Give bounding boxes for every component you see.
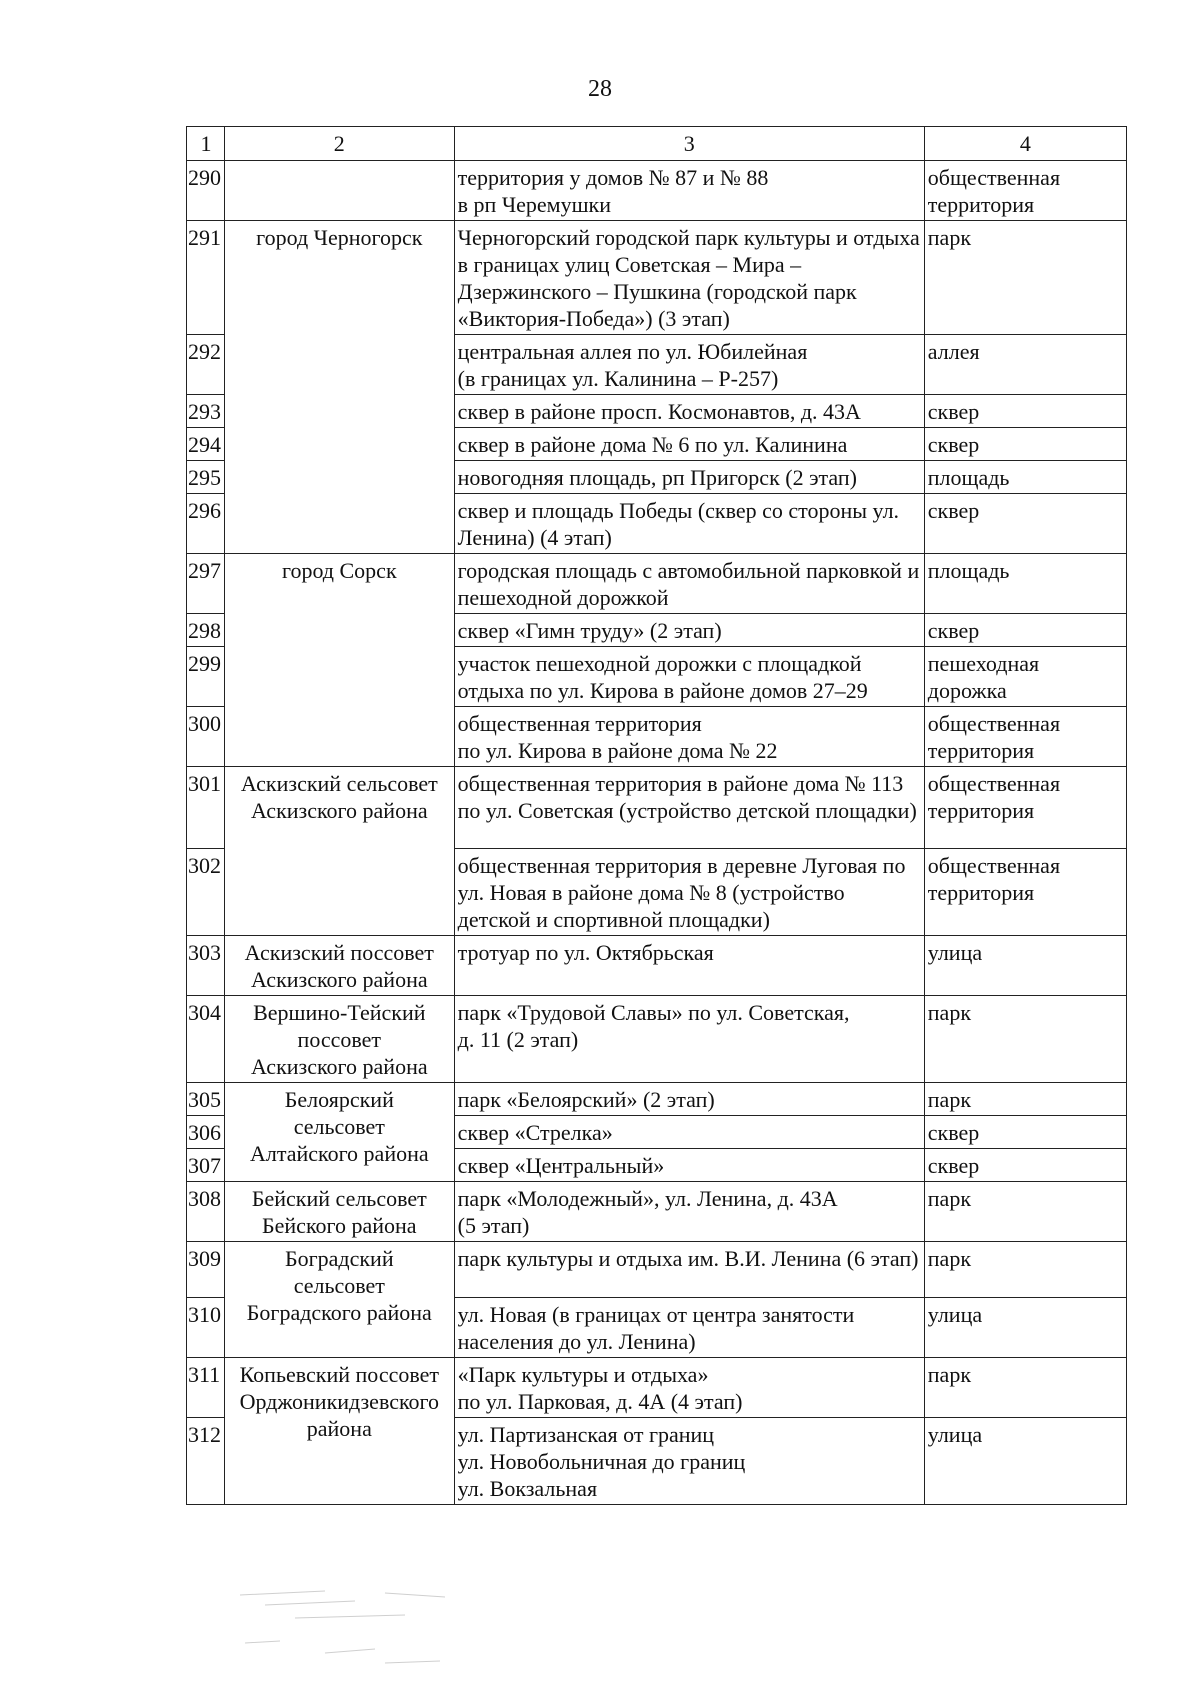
row-number: 301 — [187, 767, 225, 849]
table-row — [187, 767, 1127, 849]
type-cell: общественная территория — [924, 767, 1126, 849]
row-number: 293 — [187, 395, 225, 428]
object-cell: участок пешеходной дорожки с площадкой отдыха по ул. Кирова в районе домов 27–29 — [454, 647, 924, 707]
type-cell: улица — [924, 1418, 1126, 1505]
object-cell: сквер «Центральный» — [454, 1149, 924, 1182]
object-cell: Черногорский городской парк культуры и отдыха в границах улиц Советская – Мира – Дзержинского – Пушкина (городской парк «Виктория-Победа») (3 этап) — [454, 221, 924, 335]
object-cell: общественная территория по ул. Кирова в районе дома № 22 — [454, 707, 924, 767]
type-cell: пешеходная дорожка — [924, 647, 1126, 707]
type-cell: парк — [924, 1182, 1126, 1242]
type-cell: парк — [924, 996, 1126, 1083]
object-cell: территория у домов № 87 и № 88 в рп Черемушки — [454, 161, 924, 221]
object-cell: городская площадь с автомобильной парковкой и пешеходной дорожкой — [454, 554, 924, 614]
type-cell: площадь — [924, 461, 1126, 494]
row-number: 296 — [187, 494, 225, 554]
scan-smudge — [235, 1583, 450, 1673]
row-number: 297 — [187, 554, 225, 614]
row-number: 311 — [187, 1358, 225, 1418]
type-cell: сквер — [924, 1116, 1126, 1149]
row-number: 298 — [187, 614, 225, 647]
row-number: 308 — [187, 1182, 225, 1242]
type-cell: общественная территория — [924, 161, 1126, 221]
type-cell: улица — [924, 936, 1126, 996]
table-row — [187, 1083, 1127, 1116]
municipality-cell: Аскизский сельсовет Аскизского района — [224, 767, 454, 936]
row-number: 307 — [187, 1149, 225, 1182]
type-cell: парк — [924, 221, 1126, 335]
type-cell: сквер — [924, 494, 1126, 554]
row-number: 290 — [187, 161, 225, 221]
municipality-cell: город Черногорск — [224, 221, 454, 554]
row-number: 306 — [187, 1116, 225, 1149]
object-cell: центральная аллея по ул. Юбилейная (в границах ул. Калинина – Р-257) — [454, 335, 924, 395]
table-row — [187, 996, 1127, 1083]
type-cell: общественная территория — [924, 849, 1126, 936]
header-col-4: 4 — [924, 127, 1126, 161]
object-cell: сквер «Гимн труду» (2 этап) — [454, 614, 924, 647]
type-cell: сквер — [924, 395, 1126, 428]
row-number: 303 — [187, 936, 225, 996]
header-col-2: 2 — [224, 127, 454, 161]
type-cell: аллея — [924, 335, 1126, 395]
object-cell: парк культуры и отдыха им. В.И. Ленина (6 этап) — [454, 1242, 924, 1298]
row-number: 295 — [187, 461, 225, 494]
type-cell: парк — [924, 1242, 1126, 1298]
row-number: 291 — [187, 221, 225, 335]
table-header-row — [187, 127, 1127, 161]
row-number: 304 — [187, 996, 225, 1083]
object-cell: общественная территория в деревне Луговая по ул. Новая в районе дома № 8 (устройство детской и спортивной площадки) — [454, 849, 924, 936]
row-number: 302 — [187, 849, 225, 936]
table-row — [187, 221, 1127, 335]
object-cell: сквер и площадь Победы (сквер со стороны ул. Ленина) (4 этап) — [454, 494, 924, 554]
object-cell: ул. Партизанская от границ ул. Новобольничная до границ ул. Вокзальная — [454, 1418, 924, 1505]
table-row — [187, 1242, 1127, 1298]
object-cell: «Парк культуры и отдыха» по ул. Парковая, д. 4А (4 этап) — [454, 1358, 924, 1418]
municipality-cell: Боградский сельсовет Боградского района — [224, 1242, 454, 1358]
object-cell: сквер в районе дома № 6 по ул. Калинина — [454, 428, 924, 461]
object-cell: сквер «Стрелка» — [454, 1116, 924, 1149]
object-cell: новогодняя площадь, рп Пригорск (2 этап) — [454, 461, 924, 494]
row-number: 299 — [187, 647, 225, 707]
row-number: 305 — [187, 1083, 225, 1116]
header-col-3: 3 — [454, 127, 924, 161]
object-cell: тротуар по ул. Октябрьская — [454, 936, 924, 996]
municipality-cell: Копьевский поссовет Орджоникидзевского района — [224, 1358, 454, 1505]
table-row — [187, 936, 1127, 996]
municipality-cell: Вершино-Тейский поссовет Аскизского района — [224, 996, 454, 1083]
municipality-cell: Бейский сельсовет Бейского района — [224, 1182, 454, 1242]
header-col-1: 1 — [187, 127, 225, 161]
object-cell: общественная территория в районе дома № 113 по ул. Советская (устройство детской площадки) — [454, 767, 924, 849]
table-row — [187, 161, 1127, 221]
municipality-cell — [224, 161, 454, 221]
row-number: 292 — [187, 335, 225, 395]
type-cell: улица — [924, 1298, 1126, 1358]
objects-table — [186, 126, 1127, 1505]
object-cell: парк «Белоярский» (2 этап) — [454, 1083, 924, 1116]
object-cell: сквер в районе просп. Космонавтов, д. 43А — [454, 395, 924, 428]
municipality-cell: город Сорск — [224, 554, 454, 767]
table-row — [187, 1182, 1127, 1242]
municipality-cell: Белоярский сельсовет Алтайского района — [224, 1083, 454, 1182]
object-cell: парк «Молодежный», ул. Ленина, д. 43А (5 этап) — [454, 1182, 924, 1242]
table-row — [187, 1358, 1127, 1418]
object-cell: парк «Трудовой Славы» по ул. Советская, д. 11 (2 этап) — [454, 996, 924, 1083]
row-number: 309 — [187, 1242, 225, 1298]
type-cell: сквер — [924, 1149, 1126, 1182]
type-cell: парк — [924, 1083, 1126, 1116]
table-row — [187, 554, 1127, 614]
type-cell: парк — [924, 1358, 1126, 1418]
row-number: 294 — [187, 428, 225, 461]
row-number: 300 — [187, 707, 225, 767]
page-number: 28 — [588, 76, 612, 102]
type-cell: площадь — [924, 554, 1126, 614]
type-cell: сквер — [924, 614, 1126, 647]
type-cell: сквер — [924, 428, 1126, 461]
object-cell: ул. Новая (в границах от центра занятости населения до ул. Ленина) — [454, 1298, 924, 1358]
municipality-cell: Аскизский поссовет Аскизского района — [224, 936, 454, 996]
type-cell: общественная территория — [924, 707, 1126, 767]
row-number: 312 — [187, 1418, 225, 1505]
row-number: 310 — [187, 1298, 225, 1358]
